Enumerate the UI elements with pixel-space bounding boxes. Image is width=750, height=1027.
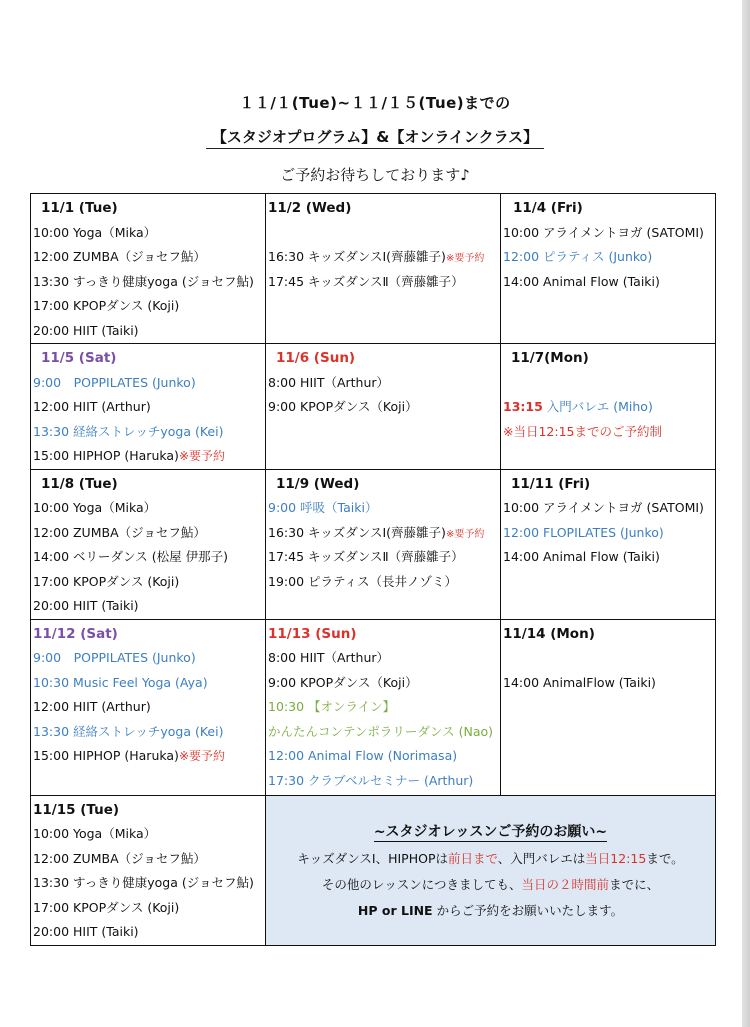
day-cell-content <box>266 470 500 595</box>
lesson-text: 10:00 Yoga（Mika） <box>33 826 157 841</box>
lesson-text: 17:45 キッズダンスⅡ（齊藤雛子） <box>268 549 464 564</box>
schedule-line <box>501 545 715 570</box>
schedule-line <box>31 671 265 696</box>
lesson-text: 13:30 すっきり健康yoga (ジョセフ鮎) <box>33 875 254 890</box>
day-header: 11/5 (Sat) <box>41 350 117 366</box>
schedule-line <box>266 695 500 720</box>
lesson-text: 14:00 Animal Flow (Taiki) <box>503 549 660 564</box>
lesson-text: 16:30 キッズダンスⅠ(齊藤雛子) <box>268 249 446 264</box>
reservation-required-note: ※要予約 <box>445 528 485 540</box>
notice-text: 、入門バレエは <box>497 850 586 866</box>
week-row <box>31 194 716 344</box>
lesson-text: 17:30 クラブベルセミナー (Arthur) <box>268 772 474 788</box>
lesson-text: 15:00 HIPHOP (Haruka) <box>33 748 179 763</box>
schedule-line <box>31 294 265 319</box>
schedule-line <box>266 395 500 420</box>
notice-title <box>266 818 715 846</box>
schedule-line <box>31 545 265 570</box>
lesson-text: かんたんコンテンポラリーダンス (Nao) <box>268 723 494 739</box>
notice-text: からご予約をお願いいたします。 <box>432 902 624 918</box>
schedule-line <box>31 570 265 595</box>
schedule-line <box>266 371 500 396</box>
lesson-text: 9:00 POPPILATES (Junko) <box>33 650 196 665</box>
schedule-line <box>31 871 265 896</box>
schedule-line <box>31 496 265 521</box>
schedule-line <box>31 270 265 295</box>
lesson-text: 14:00 ベリーダンス (松屋 伊那子) <box>33 549 228 564</box>
day-cell <box>501 469 716 619</box>
lesson-text: 16:30 キッズダンスⅠ(齊藤雛子) <box>268 524 446 540</box>
notice-deadline: 当日の２時間前 <box>521 876 610 892</box>
notice-deadline: 当日12:15 <box>585 850 647 866</box>
schedule-line <box>31 646 265 671</box>
schedule-line <box>266 270 500 295</box>
notice-text: まで。 <box>646 850 684 866</box>
schedule-line <box>31 444 265 469</box>
lesson-text: 9:00 呼吸（Taiki） <box>268 500 378 515</box>
day-cell-content <box>266 344 500 420</box>
lesson-text: ※当日12:15までのご予約制 <box>503 423 662 439</box>
notice-line-2 <box>266 872 715 898</box>
day-cell-content <box>31 620 265 769</box>
day-cell <box>266 469 501 619</box>
lesson-text: 13:30 経絡ストレッチyoga (Kei) <box>33 723 224 739</box>
schedule-line <box>31 822 265 847</box>
schedule-line <box>266 496 500 521</box>
lesson-text: 15:00 HIPHOP (Haruka) <box>33 448 179 463</box>
lesson-text: 10:30 【オンライン】 <box>268 699 396 714</box>
day-header: 11/12 (Sat) <box>33 625 118 642</box>
day-header: 11/13 (Sun) <box>268 625 357 642</box>
schedule-line <box>31 594 265 619</box>
lesson-text: 14:00 Animal Flow (Taiki) <box>503 273 660 289</box>
day-cell <box>266 619 501 795</box>
schedule-line <box>266 769 500 794</box>
day-cell <box>31 469 266 619</box>
week-row <box>31 795 716 945</box>
schedule-subtitle <box>0 126 750 147</box>
day-cell-content <box>266 194 500 294</box>
schedule-line <box>266 720 500 745</box>
lesson-text: 20:00 HIIT (Taiki) <box>33 598 139 613</box>
day-cell <box>266 194 501 344</box>
schedule-line <box>31 920 265 945</box>
week-row <box>31 619 716 795</box>
schedule-line <box>31 695 265 720</box>
lesson-text: 12:00 HIIT (Arthur) <box>33 699 151 714</box>
schedule-line <box>501 521 715 546</box>
reservation-required-note: ※要予約 <box>178 749 225 763</box>
day-header: 11/4 (Fri) <box>513 200 583 216</box>
notice-text: までに、 <box>609 876 660 892</box>
lesson-text: 10:00 アライメントヨガ (SATOMI) <box>503 500 704 515</box>
lesson-text: 17:00 KPOPダンス (Koji) <box>33 573 180 589</box>
reservation-message: ご予約お待ちしております♪ <box>280 166 470 184</box>
lesson-text: 12:00 Animal Flow (Norimasa) <box>268 748 458 763</box>
lesson-text: 8:00 HIIT（Arthur） <box>268 650 390 665</box>
schedule-line <box>266 221 500 246</box>
lesson-text: 9:00 POPPILATES (Junko) <box>33 374 196 390</box>
lesson-text: 20:00 HIIT (Taiki) <box>33 924 139 939</box>
schedule-line <box>501 496 715 521</box>
schedule-line <box>501 646 715 671</box>
lesson-text: 9:00 KPOPダンス（Koji） <box>268 399 418 414</box>
lesson-text: 19:00 ピラティス（長井ノゾミ） <box>268 573 457 589</box>
lesson-text: 20:00 HIIT (Taiki) <box>33 322 139 338</box>
day-cell <box>266 344 501 470</box>
schedule-line <box>31 896 265 921</box>
reservation-required-note: ※要予約 <box>178 449 225 463</box>
lesson-text: 12:00 ZUMBA（ジョセフ鮎） <box>33 524 206 540</box>
schedule-line <box>31 319 265 344</box>
day-header: 11/9 (Wed) <box>276 475 360 492</box>
day-cell-content <box>31 194 265 343</box>
schedule-line <box>501 221 715 246</box>
notice-line-1 <box>266 846 715 872</box>
schedule-line <box>266 545 500 570</box>
lesson-text: 12:00 HIIT (Arthur) <box>33 399 151 414</box>
lesson-text: 17:00 KPOPダンス (Koji) <box>33 899 180 915</box>
lesson-text: 10:00 Yoga（Mika） <box>33 224 157 240</box>
schedule-line <box>501 671 715 696</box>
day-cell-content <box>266 620 500 794</box>
schedule-line <box>31 371 265 396</box>
day-cell-content <box>501 344 715 444</box>
week-row <box>31 469 716 619</box>
schedule-line <box>31 744 265 769</box>
schedule-line <box>266 671 500 696</box>
lesson-text: 12:00 ピラティス (Junko) <box>503 249 653 264</box>
lesson-text: 9:00 KPOPダンス（Koji） <box>268 674 418 690</box>
schedule-table <box>30 193 716 946</box>
day-cell-content <box>31 344 265 469</box>
lesson-text: 13:30 すっきり健康yoga (ジョセフ鮎) <box>33 273 254 289</box>
reservation-required-note: ※要予約 <box>445 253 485 264</box>
day-cell <box>31 194 266 344</box>
lesson-text: 17:00 KPOPダンス (Koji) <box>33 298 180 313</box>
schedule-line <box>31 245 265 270</box>
schedule-line <box>266 245 500 270</box>
schedule-line <box>31 395 265 420</box>
lesson-text: 12:00 ZUMBA（ジョセフ鮎） <box>33 249 206 264</box>
schedule-line <box>31 420 265 445</box>
notice-channel: HP or LINE <box>357 902 433 918</box>
schedule-line <box>501 270 715 295</box>
day-cell-content <box>31 470 265 619</box>
notice-content <box>266 796 715 924</box>
schedule-line <box>266 646 500 671</box>
notice-title-text: ~スタジオレッスンご予約のお願い~ <box>373 823 608 840</box>
day-cell-content <box>501 470 715 570</box>
page-edge <box>742 0 750 1027</box>
lesson-text: 10:00 アライメントヨガ (SATOMI) <box>503 224 704 240</box>
lesson-text: 12:00 FLOPILATES (Junko) <box>503 524 664 540</box>
schedule-line <box>501 245 715 270</box>
notice-text: その他のレッスンにつきましても、 <box>321 876 522 892</box>
schedule-title: １１/１(Tue)~１１/１５(Tue)までの <box>239 94 511 112</box>
schedule-line <box>31 521 265 546</box>
day-cell-content <box>31 796 265 945</box>
schedule-line <box>501 420 715 445</box>
day-cell <box>501 194 716 344</box>
lesson-text: 12:00 ZUMBA（ジョセフ鮎） <box>33 850 206 866</box>
day-header: 11/1 (Tue) <box>41 200 118 216</box>
day-cell <box>501 344 716 470</box>
reservation-notice-box <box>266 795 716 945</box>
schedule-line <box>501 395 715 420</box>
day-header: 11/14 (Mon) <box>503 625 595 642</box>
day-header: 11/2 (Wed) <box>268 200 352 216</box>
day-cell <box>31 619 266 795</box>
day-header: 11/7(Mon) <box>511 350 589 366</box>
day-cell <box>31 795 266 945</box>
lesson-name: 入門バレエ (Miho) <box>542 399 653 414</box>
lesson-text: 14:00 AnimalFlow (Taiki) <box>503 674 656 690</box>
lesson-text: 8:00 HIIT（Arthur） <box>268 374 390 390</box>
day-cell <box>31 344 266 470</box>
notice-line-3 <box>266 898 715 924</box>
schedule-line <box>31 720 265 745</box>
week-row <box>31 344 716 470</box>
lesson-text: 10:30 Music Feel Yoga (Aya) <box>33 674 208 690</box>
schedule-line <box>266 744 500 769</box>
schedule-line <box>31 847 265 872</box>
schedule-line <box>266 570 500 595</box>
day-header: 11/15 (Tue) <box>33 801 120 818</box>
notice-text: キッズダンスⅠ、HIPHOPは <box>297 850 448 866</box>
day-cell-content <box>501 194 715 294</box>
schedule-line <box>501 371 715 396</box>
lesson-text: 17:45 キッズダンスⅡ（齊藤雛子） <box>268 273 464 289</box>
day-header: 11/8 (Tue) <box>41 475 118 492</box>
day-cell-content <box>501 620 715 696</box>
lesson-text: 13:30 経絡ストレッチyoga (Kei) <box>33 423 224 439</box>
lesson-text: 10:00 Yoga（Mika） <box>33 500 157 515</box>
lesson-time: 13:15 <box>503 399 543 414</box>
day-header: 11/11 (Fri) <box>511 475 591 492</box>
schedule-line <box>31 221 265 246</box>
schedule-line <box>266 521 500 546</box>
day-header: 11/6 (Sun) <box>276 350 356 366</box>
day-cell <box>501 619 716 795</box>
notice-deadline: 前日まで <box>448 850 498 866</box>
subtitle-text: 【スタジオプログラム】&【オンラインクラス】 <box>206 128 544 149</box>
